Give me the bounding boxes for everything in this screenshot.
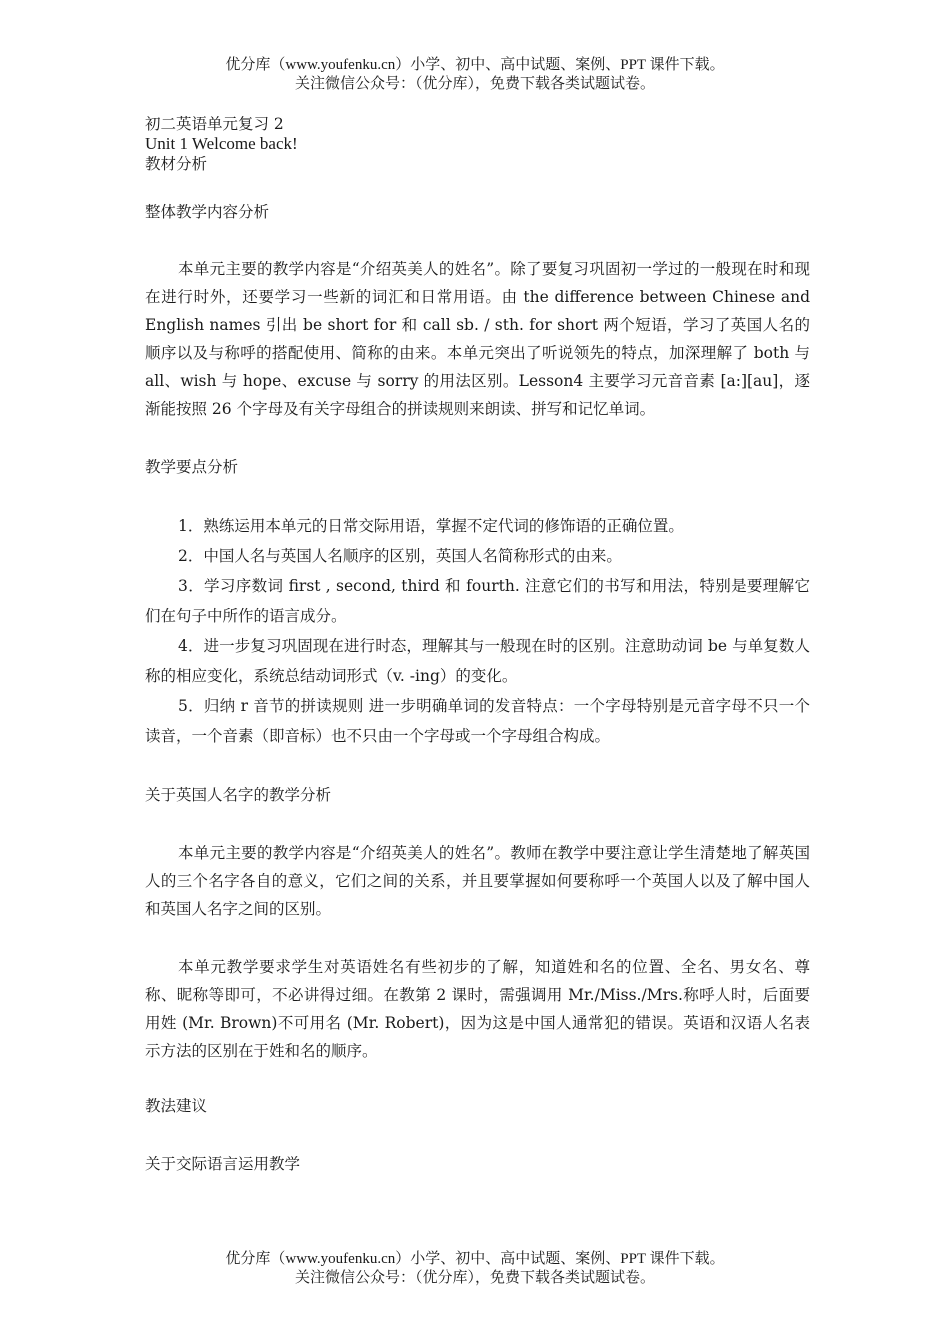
doc-title-en: Unit 1 Welcome back! xyxy=(145,134,298,153)
english-names-paragraph-2: 本单元教学要求学生对英语姓名有些初步的了解，知道姓和名的位置、全名、男女名、尊称、昵称等即可，不必讲得过细。在教第 2 课时，需强调用 Mr./Miss./Mrs.称呼人时，后面要用姓 (Mr. Brown)不可用名 (Mr. Robert)，因为这是中国人通常犯的错误。英语和汉语人名表示方法的区别在于姓和名的顺序。 xyxy=(145,958,810,1060)
key-point-5: 5．归纳 r 音节的拼读规则 进一步明确单词的发音特点：一个字母特别是元音字母不只一个读音，一个音素（即音标）也不只由一个字母或一个字母组合构成。 xyxy=(145,697,810,745)
section-heading-communication: 关于交际语言运用教学 xyxy=(145,1155,301,1173)
key-point-1: 1．熟练运用本单元的日常交际用语，掌握不定代词的修饰语的正确位置。 xyxy=(178,517,684,535)
section-heading-english-names: 关于英国人名字的教学分析 xyxy=(145,786,332,804)
key-point-4: 4．进一步复习巩固现在进行时态，理解其与一般现在时的区别。注意助动词 be 与单复数人称的相应变化，系统总结动词形式（v. -ing）的变化。 xyxy=(145,637,810,685)
key-point-2: 2．中国人名与英国人名顺序的区别，英国人名简称形式的由来。 xyxy=(178,547,622,565)
footer-line-2: 关注微信公众号：（优分库），免费下载各类试题试卷。 xyxy=(294,1270,655,1286)
section-heading-teaching-suggestions: 教法建议 xyxy=(145,1097,208,1115)
header-line-1: 优分库（www.youfenku.cn）小学、初中、高中试题、案例、PPT 课件下载。 xyxy=(225,57,725,73)
footer-line-1: 优分库（www.youfenku.cn）小学、初中、高中试题、案例、PPT 课件下载。 xyxy=(225,1251,725,1267)
key-point-3: 3．学习序数词 first , second, third 和 fourth. 注意它们的书写和用法，特别是要理解它们在句子中所作的语言成分。 xyxy=(145,577,810,625)
section-overall-paragraph: 本单元主要的教学内容是“介绍英美人的姓名”。除了要复习巩固初一学过的一般现在时和现在进行时外，还要学习一些新的词汇和日常用语。由 the difference between Chinese and English names 引出 be short for 和 call sb. / sth. for short 两个短语，学习了英国人名的顺序以及与称呼的搭配使用、简称的由来。本单元突出了听说领先的特点，加深理解了 both 与 all、wish 与 hope、excuse 与 sorry 的用法区别。Lesson4 主要学习元音音素 [a:][au]，逐渐能按照 26 个字母及有关字母组合的拼读规则来朗读、拼写和记忆单词。 xyxy=(145,260,810,418)
document-body xyxy=(145,114,810,1174)
header-line-2: 关注微信公众号：（优分库），免费下载各类试题试卷。 xyxy=(294,76,655,92)
section-heading-overall: 整体教学内容分析 xyxy=(145,203,270,221)
english-names-paragraph-1: 本单元主要的教学内容是“介绍英美人的姓名”。教师在教学中要注意让学生清楚地了解英国人的三个名字各自的意义，它们之间的关系，并且要掌握如何要称呼一个英国人以及了解中国人和英国人名字之间的区别。 xyxy=(145,844,810,918)
page-header xyxy=(0,56,950,94)
doc-subtitle: 教材分析 xyxy=(145,155,208,173)
section-heading-key-points: 教学要点分析 xyxy=(145,458,239,476)
doc-title-cn: 初二英语单元复习 2 xyxy=(145,115,284,133)
page-footer xyxy=(0,1250,950,1288)
